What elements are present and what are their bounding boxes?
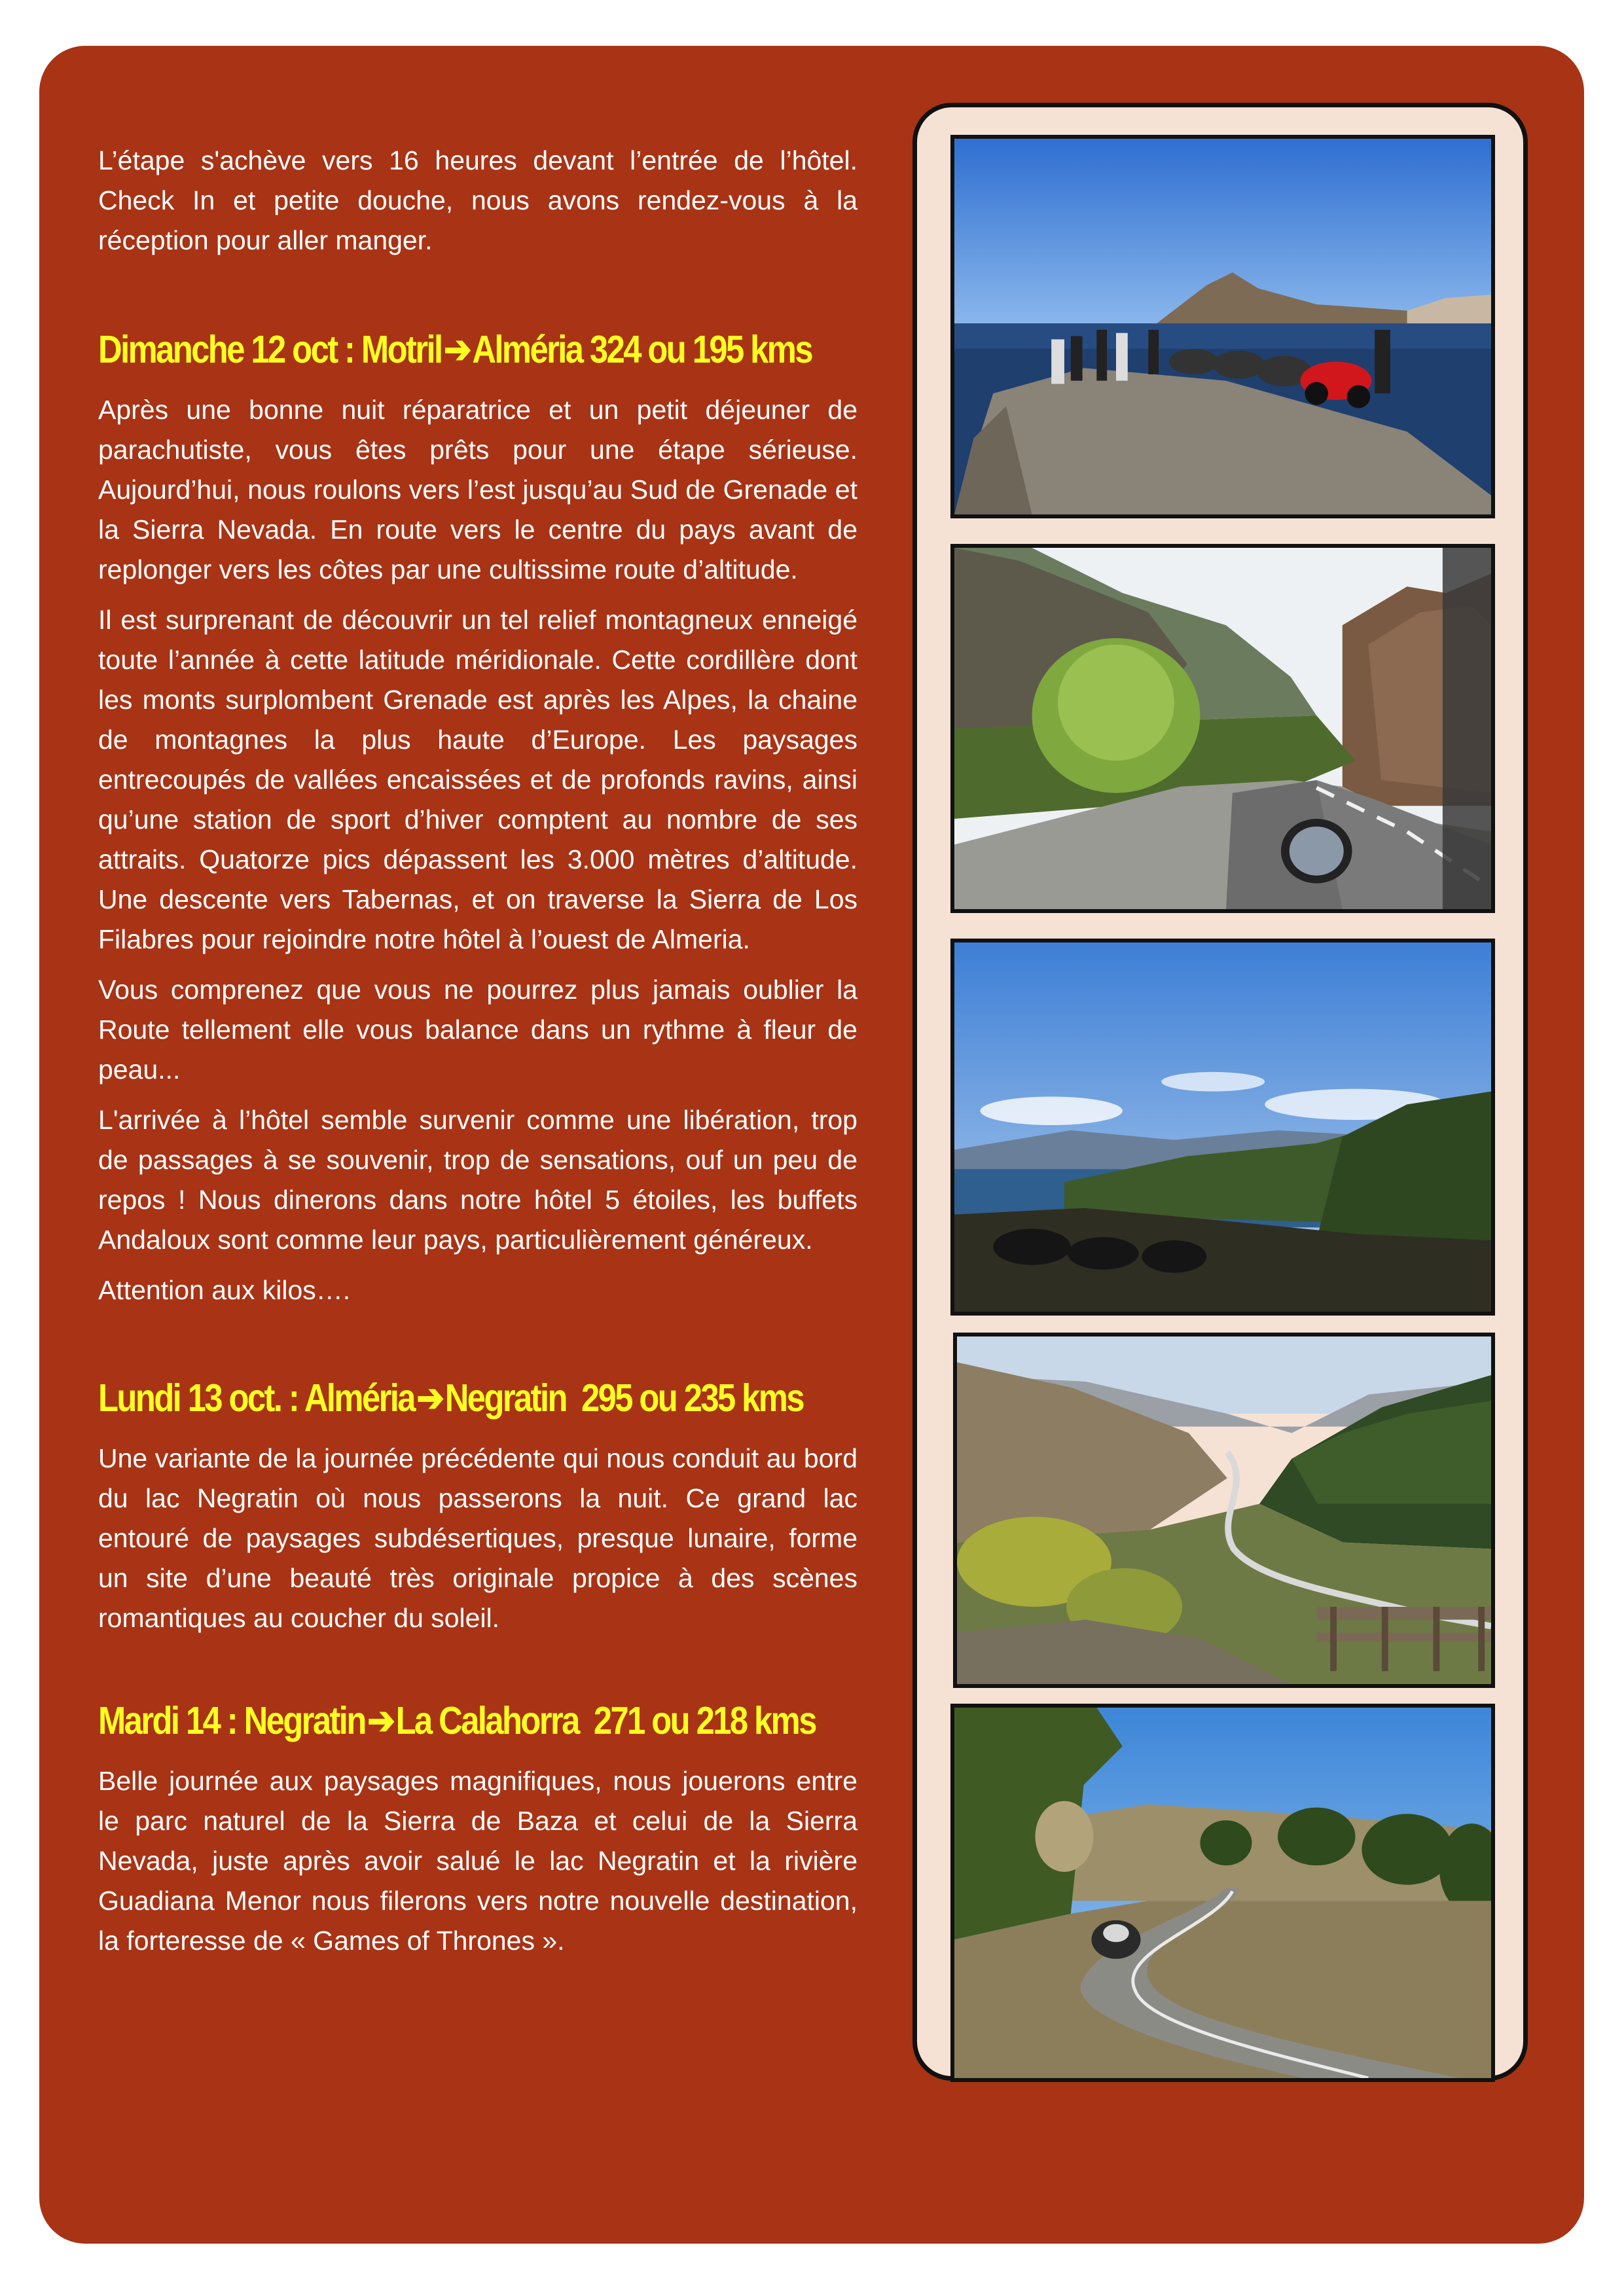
photo-bikers-on-pier (950, 135, 1495, 518)
section-1-paragraph: Après une bonne nuit réparatrice et un petit déjeuner de parachutiste, vous êtes prêts pour une étape sérieuse. Aujourd’hui, nous roulons vers l’est jusqu’au Sud de Grenade et la Sierra Nevada. En route vers le centre du pays avant de replonger vers les côtes par une cultissime route d’altitude. (98, 395, 857, 584)
section-1-paragraph: Il est surprenant de découvrir un tel relief montagneux enneigé toute l’année à cette latitude méridionale. Cette cordillère dont les monts surplombent Grenade est après les Alpes, la chaine de montagnes la plus haute d’Europe. Les paysages entrecoupés de vallées encaissées et de profonds ravins, ainsi qu’une station de sport d’hiver comptent au nombre de ses attraits. Quatorze pics dépassent les 3.000 mètres d’altitude. Une descente vers Tabernas, et on traverse la Sierra de Los Filabres pour rejoindre notre hôtel à l’ouest de Almeria. (98, 605, 857, 954)
section-2-paragraph: Une variante de la journée précédente qui nous conduit au bord du lac Negratin où nous passerons la nuit. Ce grand lac entouré de paysages subdésertiques, presque lunaire, forme un site d’une beauté très originale propice à des scènes romantiques au coucher du soleil. (98, 1443, 857, 1633)
photo-lake-landscape (950, 939, 1495, 1316)
photo-valley-winding-road (953, 1333, 1495, 1688)
photo-frame (912, 103, 1528, 2081)
section-3-heading: Mardi 14 : Negratin➔La Calahorra 271 ou 218 kms (98, 1695, 751, 1747)
section-1-paragraph: L'arrivée à l’hôtel semble survenir comme une libération, trop de passages à se souvenir, trop de sensations, ouf un peu de repos ! Nous dinerons dans notre hôtel 5 étoiles, les buffets Andaloux sont comme leur pays, particulièrement généreux. (98, 1105, 857, 1255)
arrow-icon: ➔ (416, 1376, 443, 1420)
arrow-icon: ➔ (443, 328, 470, 371)
section-2-heading: Lundi 13 oct. : Alméria➔Negratin 295 ou 235 kms (98, 1372, 751, 1424)
section-1-paragraph: Vous comprenez que vous ne pourrez plus jamais oublier la Route tellement elle vous balance dans un rythme à fleur de peau... (98, 975, 857, 1085)
arrow-icon: ➔ (367, 1699, 394, 1742)
intro-paragraph: L’étape s'achève vers 16 heures devant l’entrée de l’hôtel. Check In et petite douche, nous avons rendez-vous à la réception pour aller manger. (98, 145, 857, 255)
section-3-paragraph: Belle journée aux paysages magnifiques, nous jouerons entre le parc naturel de la Sierra de Baza et celui de la Sierra Nevada, juste après avoir salué le lac Negratin et la rivière Guadiana Menor nous filerons vers notre nouvelle destination, la forteresse de « Games of Thrones ». (98, 1766, 857, 1956)
photo-forest-road-motorcycle (950, 1704, 1495, 2082)
section-1-paragraph: Attention aux kilos…. (98, 1275, 351, 1305)
photo-mountain-road-cliffs (950, 544, 1495, 913)
text-column (98, 141, 857, 1971)
section-1-heading: Dimanche 12 oct : Motril➔Alméria 324 ou 195 kms (98, 323, 751, 376)
